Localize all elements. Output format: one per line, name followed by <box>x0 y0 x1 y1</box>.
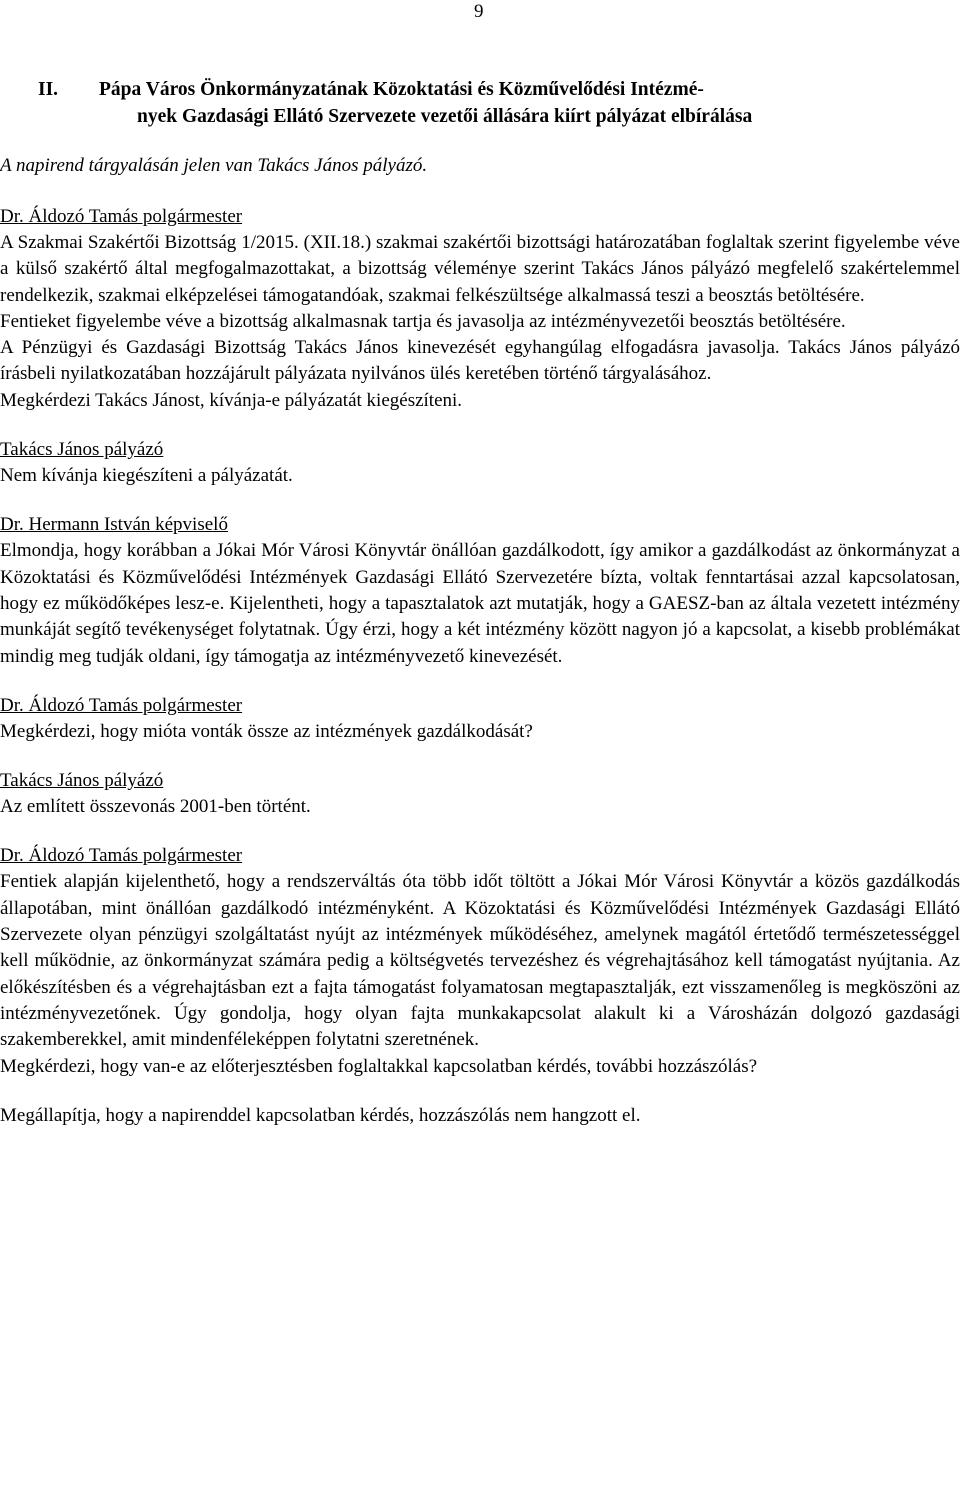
section-title-line-1: Pápa Város Önkormányzatának Közoktatási és Közművelődési Intézmé- <box>99 79 704 100</box>
speaker-name: Takács János pályázó <box>0 439 164 461</box>
speaker-name: Dr. Áldozó Tamás polgármester <box>0 206 243 227</box>
speech-block <box>0 768 960 820</box>
page-number: 9 <box>474 1 484 22</box>
speech-paragraph: Az említett összevonás 2001-ben történt. <box>0 796 311 818</box>
speech-block <box>0 204 960 414</box>
speaker-name: Dr. Hermann István képviselő <box>0 514 228 536</box>
speech-block <box>0 693 960 745</box>
speech-paragraph: Megkérdezi, hogy van-e az előterjesztésben foglaltakkal kapcsolatban kérdés, további hozzászólás? <box>0 1055 758 1077</box>
document-body <box>0 76 960 1129</box>
speech-block <box>0 437 960 489</box>
attendance-note: A napirend tárgyalásán jelen van Takács János pályázó. <box>0 155 428 176</box>
speech-paragraph: A Szakmai Szakértői Bizottság 1/2015. (XII.18.) szakmai szakértői bizottsági határozatában foglaltak szerint figyelembe véve a külső szakértő által megfogalmazottakat, a bizottság véleménye szerint Takács János pályázó megfelelő szakértelemmel rendelkezik, szakmai elképzelései támogatandóak, szakmai felkészültsége alkalmassá teszi a beosztás betöltésére. <box>0 232 960 306</box>
speech-paragraph: Megkérdezi Takács Jánost, kívánja-e pályázatát kiegészíteni. <box>0 389 463 411</box>
speech-block <box>0 843 960 1079</box>
speech-paragraph: Elmondja, hogy korábban a Jókai Mór Városi Könyvtár önállóan gazdálkodott, így amikor a gazdálkodást az önkormányzat a Közoktatási és Közművelődési Intézmények Gazdasági Ellátó Szervezetére bízta, voltak fenntartásai azzal kapcsolatosan, hogy ez működőképes lesz-e. Kijelentheti, hogy a tapasztalatok azt mutatják, hogy a GAESZ-ban az általa vezetett intézmény munkáját segítő tevékenységet folytatnak. Úgy érzi, hogy a két intézmény között nagyon jó a kapcsolat, a kisebb problémákat mindig meg tudják oldani, így támogatja az intézményvezető kinevezését. <box>0 540 960 667</box>
section-number: II. <box>38 79 59 100</box>
section-heading <box>0 76 960 130</box>
speaker-name: Dr. Áldozó Tamás polgármester <box>0 845 243 867</box>
closing-statement: Megállapítja, hogy a napirenddel kapcsolatban kérdés, hozzászólás nem hangzott el. <box>0 1104 641 1126</box>
section-title-line-2: nyek Gazdasági Ellátó Szervezete vezetői állására kiírt pályázat elbírálása <box>137 106 753 127</box>
speaker-name: Dr. Áldozó Tamás polgármester <box>0 694 243 716</box>
speech-paragraph: Fentiek alapján kijelenthető, hogy a rendszerváltás óta több időt töltött a Jókai Mór Városi Könyvtár a közös gazdálkodás állapotában, mint önállóan gazdálkodó intézményként. A Közoktatási és Közművelődési Intézmények Gazdasági Ellátó Szervezete olyan pénzügyi szolgáltatást nyújt az intézmények működéséhez, amelynek magától értetődő természetességgel kell működnie, az önkormányzat számára pedig a költségvetés tervezéshez és végrehajtásához kell támogatást nyújtania. Az előkészítésben és a végrehajtásban ezt a fajta támogatást folyamatosan megtapasztalják, ezt visszamenőleg is megköszöni az intézményvezetőnek. Úgy gondolja, hogy olyan fajta munkakapcsolat alakult ki a Városházán dolgozó gazdasági szakemberekkel, amit mindenféleképpen folytatni szeretnének. <box>0 871 960 1051</box>
speech-paragraph: Fentieket figyelembe véve a bizottság alkalmasnak tartja és javasolja az intézményvezetői beosztás betöltésére. <box>0 310 846 332</box>
speech-paragraph: Megkérdezi, hogy mióta vonták össze az intézmények gazdálkodását? <box>0 720 533 742</box>
speaker-name: Takács János pályázó <box>0 770 164 792</box>
speech-paragraph: A Pénzügyi és Gazdasági Bizottság Takács János kinevezését egyhangúlag elfogadásra javasolja. Takács János pályázó írásbeli nyilatkozatában hozzájárult pályázata nyilvános ülés keretében történő tárgyalásához. <box>0 337 960 385</box>
speech-paragraph: Nem kívánja kiegészíteni a pályázatát. <box>0 465 293 487</box>
speech-block <box>0 512 960 669</box>
